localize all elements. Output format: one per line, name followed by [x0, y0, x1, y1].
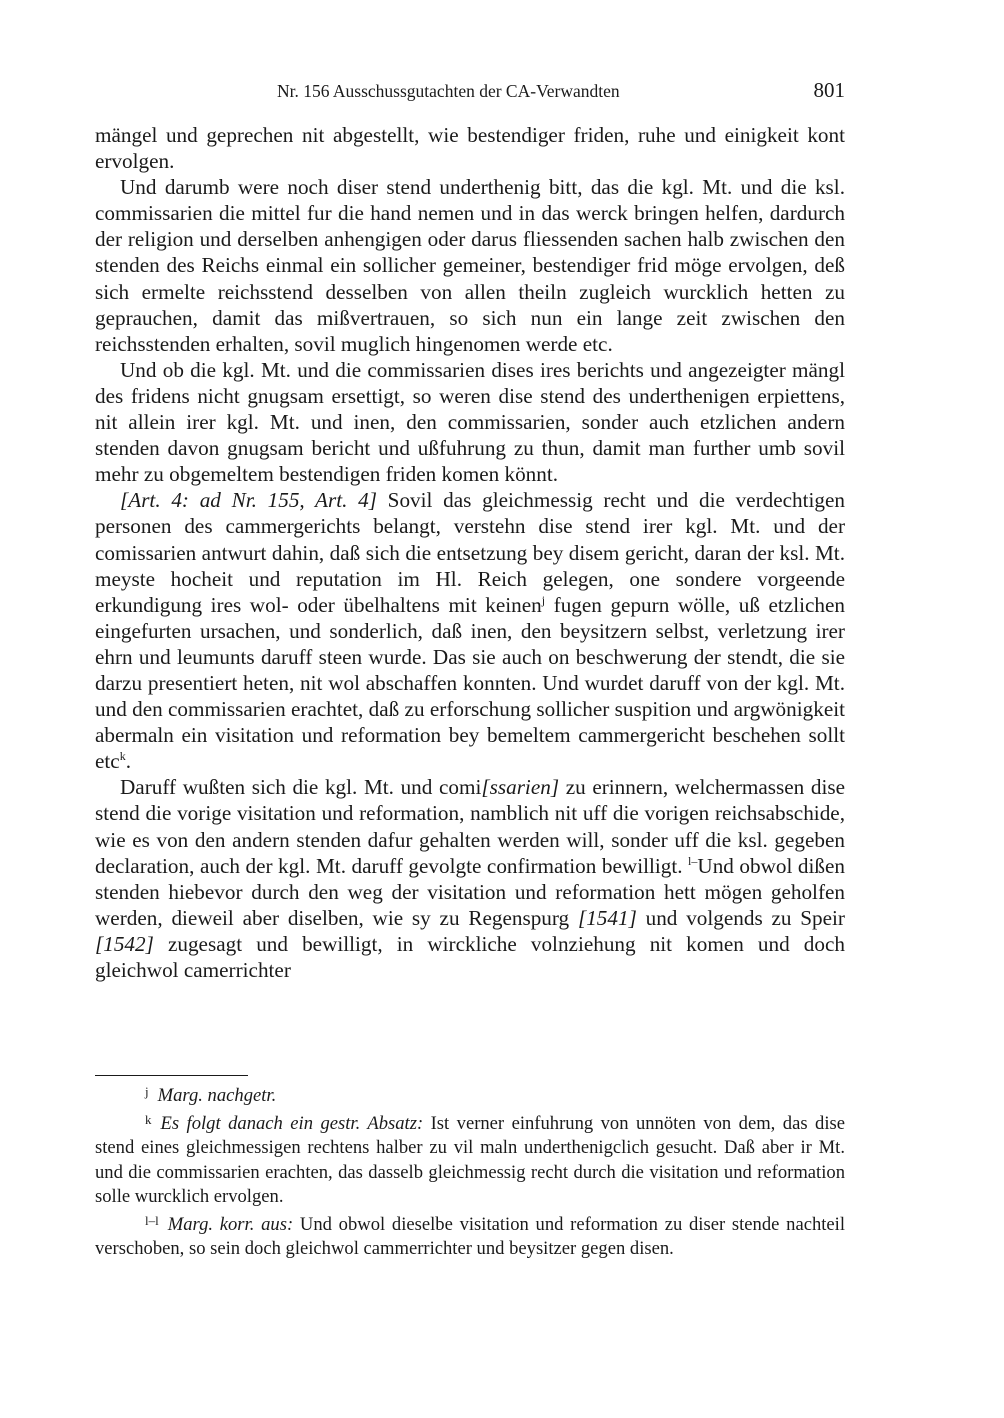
- footnote-ref-j[interactable]: j: [541, 592, 546, 607]
- paragraph-text: zugesagt und bewilligt, in wirckliche volnziehung nit komen und doch gleichwol camerrichter: [95, 931, 845, 982]
- paragraph-text: Und obwol dißen stenden hiebevor durch den weg der visitation und reformation hett mögen geholfen werden, dieweil aber diselben, wie sy zu Regenspurg: [95, 853, 845, 930]
- paragraph-text: fugen gepurn wölle, uß etzlichen eingefurten ursachen, und sonderlich, daß inen, den beysitzern selbst, verletzung irer ehrn und leumunts daruff steen wurde. Das sie auch on beschwerung der stendt, die sie darzu presentiert heten, nit wol abschaffen konnten. Und wurdet daruff von der kgl. Mt. und den commissarien erachtet, daß zu erforschung sollicher suspition und argwönigkeit abermaln ein visitation und reformation bey bemeltem cammergericht beschehen sollt etc: [95, 592, 845, 774]
- footnote-l: [95, 1209, 845, 1261]
- footnote-divider: [95, 1075, 248, 1076]
- footnote-text: Und obwol dieselbe visitation und reformation zu diser stende nachteil verschoben, so sein doch gleichwol cammerrichter und beysitzer gegen disen.: [95, 1214, 845, 1260]
- footnote-j: [95, 1080, 845, 1108]
- year-annotation: [1542]: [95, 931, 154, 956]
- footnote-text: Ist verner einfuhrung von unnöten von dem, das dise stend eines gleichmessigen rechtens halber zu vil maln underthenigclich gesucht. Daß aber ir Mt. und die commissarien erachten, das dasselb gleichmessig recht durch die visitation und reformation solle wurcklich ervolgen.: [95, 1113, 845, 1207]
- footnote-mark: k: [145, 1112, 152, 1128]
- footnote-k: [95, 1108, 845, 1209]
- paragraph: [95, 774, 845, 983]
- paragraph-text: Sovil das gleichmessig recht und die verdechtigen personen des cammergerichts belangt, verstehn dise stend irer kgl. Mt. und der comissarien antwurt dahin, daß sich die entsetzung bey disem gericht, daran der ksl. Mt. meyste hocheit und reputation im Hl. Reich gelegen, one sondere vorgeende erkundigung ires wol- oder übelhaltens mit keinen: [95, 488, 845, 617]
- paragraph-continued: mängel und geprechen nit abgestellt, wie bestendiger friden, ruhe und einigkeit kont ervolgen.: [95, 123, 845, 174]
- paragraph-text: und volgends zu Speir: [636, 905, 845, 930]
- paragraph-text: Daruff wußten sich die kgl. Mt. und comi: [120, 775, 482, 800]
- footnote-label: Marg. korr. aus:: [167, 1214, 294, 1236]
- paragraph-art-4: [95, 487, 845, 774]
- footnote-mark: j: [145, 1084, 149, 1099]
- main-text: [95, 122, 845, 983]
- paragraph-text: .: [125, 749, 131, 774]
- paragraph: Und darumb were noch diser stend underthenig bitt, das die kgl. Mt. und die ksl. commissarien die mittel fur die hand nemen und in das werck bringen helfen, dardurch der religion und derselben anhengigen oder darus fliessenden sachen halb zwischen den stenden des Reichs einmal ein sollicher gemeiner, bestendiger frid möge ervolgen, deß sich ermelte reichsstend desselben von allen theiln zugleich wurcklich hetten zu geprauchen, damit das mißvertrauen, so sich nun ein lange zeit zwischen den reichsstenden erhalten, sovil muglich hingenomen werde etc.: [95, 175, 845, 356]
- paragraph-text: zu erinnern, welchermassen dise stend die vorige visitation und reformation, namblich nit uff die vorigen reichsabschide, wie es von den andern stenden dafur gehalten werden will, sonder uff die ksl. gegeben declaration, auch der kgl. Mt. daruff gevolgte confirmation bewilligt.: [95, 775, 845, 878]
- page-number: 801: [813, 78, 845, 102]
- footnote-label: Marg. nachgetr.: [157, 1085, 277, 1106]
- article-reference: [Art. 4: ad Nr. 155, Art. 4]: [120, 488, 377, 513]
- footnote-mark: l–l: [145, 1213, 159, 1229]
- page: [95, 78, 845, 983]
- running-head: [95, 78, 845, 108]
- footnote-ref-k[interactable]: k: [119, 749, 126, 764]
- footnote-ref-l[interactable]: l–: [688, 853, 698, 868]
- footnotes: [95, 1080, 845, 1261]
- paragraph: Und ob die kgl. Mt. und die commissarien dises ires berichts und angezeigter mängl des fridens nicht gnugsam ersettigt, so weren dise stend des underthenigen erpiettens, nit allein irer kgl. Mt. und inen, den commissarien, sonder auch etzlichen andern stenden davon gnugsam bericht und ußfuhrung zu thun, damit man further umb sovil mehr zu obgemeltem bestendigen friden komen könnt.: [95, 357, 845, 487]
- running-title: Nr. 156 Ausschussgutachten der CA-Verwandten: [277, 81, 620, 101]
- editorial-insertion: [ssarien]: [481, 775, 560, 800]
- year-annotation: [1541]: [577, 905, 637, 930]
- footnote-label: Es folgt danach ein gestr. Absatz:: [160, 1113, 424, 1135]
